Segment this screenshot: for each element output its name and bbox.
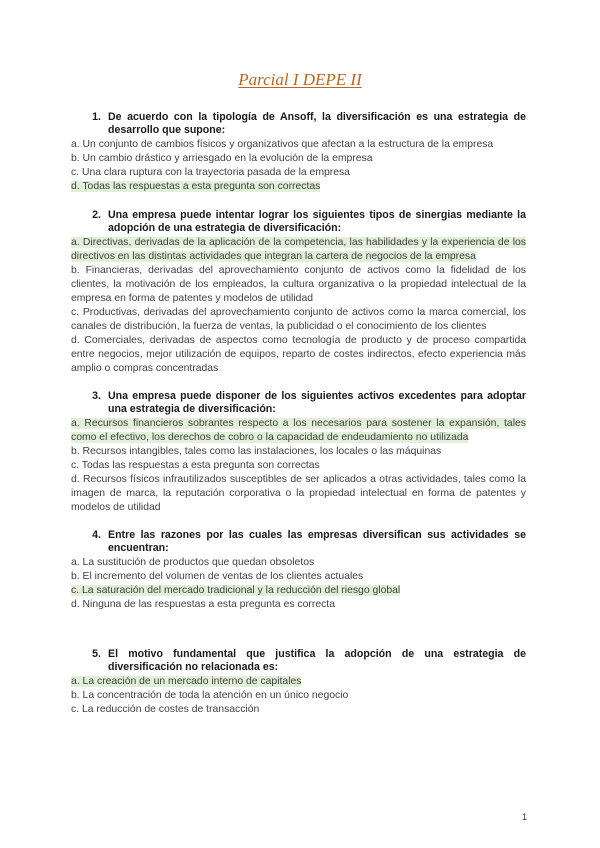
option-c: c. La reducción de costes de transacción bbox=[71, 704, 260, 715]
option-b: b. Un cambio drástico y arriesgado en la evolución de la empresa bbox=[71, 153, 373, 164]
option-c: c. Una clara ruptura con la trayectoria pasada de la empresa bbox=[71, 167, 350, 178]
question-4 bbox=[71, 529, 526, 612]
question-number: 2. bbox=[92, 209, 101, 221]
question-1 bbox=[71, 111, 526, 194]
option-a-highlighted: a. Recursos financieros sobrantes respecto a los necesarios para sostener la expansión, tales como el efectivo, los derechos de cobro o la capacidad de endeudamiento no utilizada bbox=[71, 418, 526, 443]
options-list bbox=[71, 675, 526, 717]
question-header bbox=[71, 209, 526, 235]
option-d: d. Recursos físicos infrautilizados susceptibles de ser aplicados a otras actividades, tales como la imagen de marca, la reputación corporativa o la propiedad intelectual en forma de patentes y modelos de utilidad bbox=[71, 474, 526, 513]
option-d-highlighted: d. Todas las respuestas a esta pregunta son correctas bbox=[71, 181, 321, 192]
option-a-highlighted: a. La creación de un mercado interno de capitales bbox=[71, 676, 302, 687]
question-number: 1. bbox=[92, 111, 101, 123]
question-5 bbox=[71, 648, 526, 717]
options-list bbox=[71, 138, 526, 194]
option-b: b. La concentración de toda la atención en un único negocio bbox=[71, 690, 349, 701]
question-number: 3. bbox=[92, 390, 101, 402]
option-a: a. Un conjunto de cambios físicos y organizativos que afectan a la estructura de la empresa bbox=[71, 139, 494, 150]
options-list bbox=[71, 556, 526, 612]
question-header bbox=[71, 111, 526, 137]
question-text: Una empresa puede disponer de los siguientes activos excedentes para adoptar una estrategia de diversificación: bbox=[108, 390, 526, 415]
page-number: 1 bbox=[522, 812, 528, 822]
option-a-highlighted: a. Directivas, derivadas de la aplicación de la competencia, las habilidades y la experiencia de los directivos en las distintas actividades que integran la cartera de negocios de la empresa bbox=[71, 237, 526, 262]
question-text: El motivo fundamental que justifica la adopción de una estrategia de diversificación no relacionada es: bbox=[108, 648, 526, 673]
question-2 bbox=[71, 209, 526, 376]
question-text: Una empresa puede intentar lograr los siguientes tipos de sinergias mediante la adopción de una estrategia de diversificación: bbox=[108, 209, 526, 234]
option-a: a. La sustitución de productos que quedan obsoletos bbox=[71, 557, 315, 568]
page-title: Parcial I DEPE II bbox=[238, 70, 362, 89]
exam-content bbox=[71, 111, 526, 717]
option-b: b. El incremento del volumen de ventas de los clientes actuales bbox=[71, 571, 364, 582]
options-list bbox=[71, 417, 526, 515]
question-header bbox=[71, 648, 526, 674]
option-c: c. Productivas, derivadas del aprovechamiento conjunto de activos como la marca comercial, los canales de distribución, la fuerza de ventas, la publicidad o el conocimiento de los clientes bbox=[71, 307, 526, 332]
option-b: b. Recursos intangibles, tales como las instalaciones, los locales o las máquinas bbox=[71, 446, 442, 457]
options-list bbox=[71, 236, 526, 376]
option-d: d. Comerciales, derivadas de aspectos como tecnología de producto y de proceso compartida entre negocios, mejor utilización de equipos, reparto de costes indirectos, efecto experiencia más amplio o compras concentradas bbox=[71, 335, 526, 374]
option-c-highlighted: c. La saturación del mercado tradicional y la reducción del riesgo global bbox=[71, 585, 401, 596]
option-b: b. Financieras, derivadas del aprovechamiento conjunto de activos como la fidelidad de los clientes, la motivación de los empleados, la cultura organizativa o la propiedad intelectual de la empresa en forma de patentes y modelos de utilidad bbox=[71, 265, 526, 304]
question-header bbox=[71, 390, 526, 416]
option-c: c. Todas las respuestas a esta pregunta son correctas bbox=[71, 460, 320, 471]
question-text: De acuerdo con la tipología de Ansoff, la diversificación es una estrategia de desarrollo que supone: bbox=[108, 111, 526, 136]
question-3 bbox=[71, 390, 526, 515]
question-number: 4. bbox=[92, 529, 101, 541]
question-header bbox=[71, 529, 526, 555]
question-text: Entre las razones por las cuales las empresas diversifican sus actividades se encuentran: bbox=[108, 529, 526, 554]
question-number: 5. bbox=[92, 648, 101, 660]
option-d: d. Ninguna de las respuestas a esta pregunta es correcta bbox=[71, 599, 335, 610]
